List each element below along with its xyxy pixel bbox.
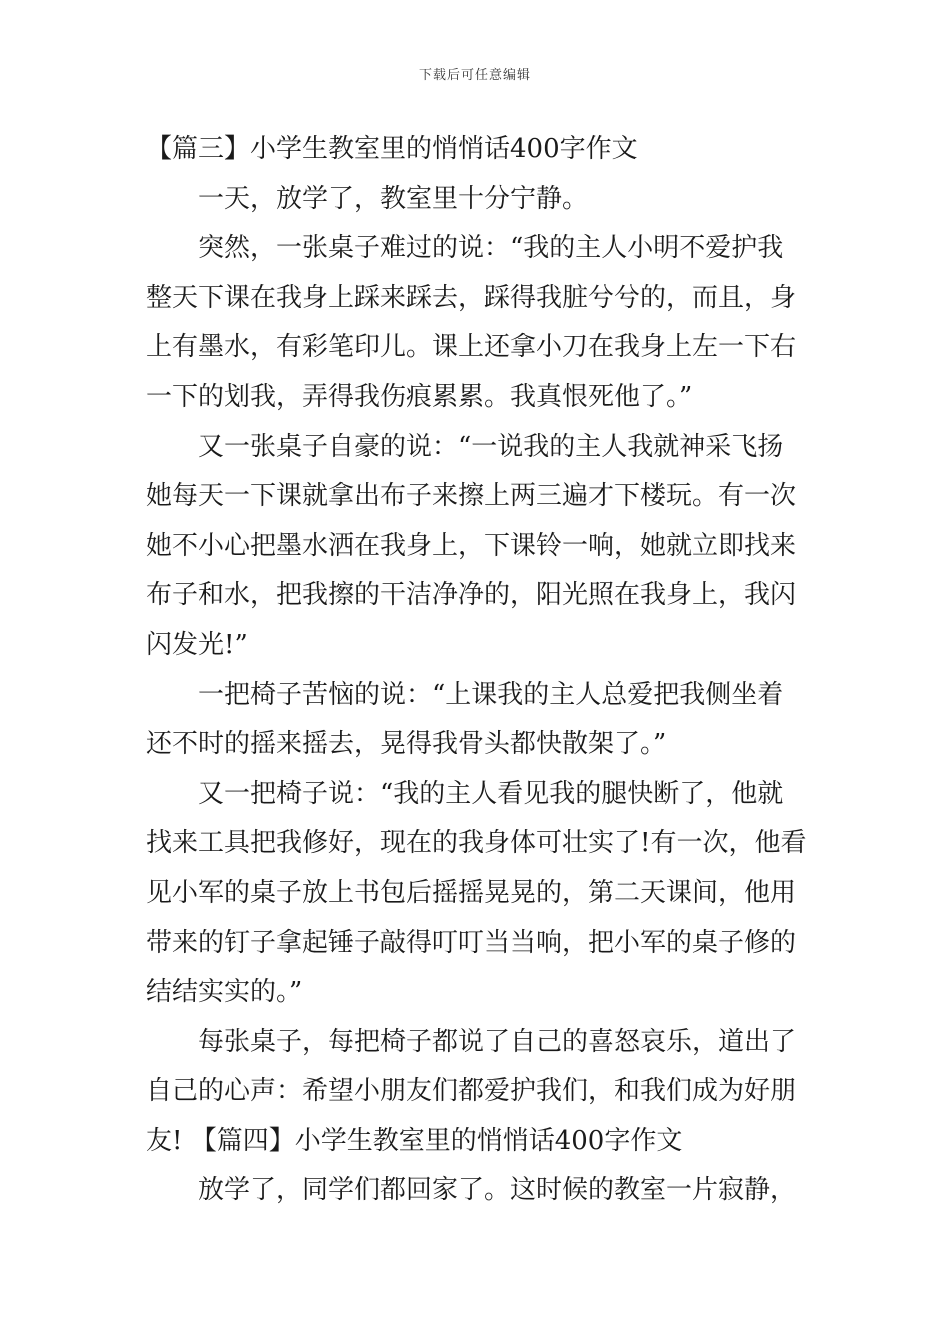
text-line: 结结实实的。” bbox=[146, 977, 303, 1008]
text-line: 上有墨水，有彩笔印儿。课上还拿小刀在我身上左一下右 bbox=[146, 332, 797, 363]
text-line: 一把椅子苦恼的说：“上课我的主人总爱把我侧坐着 bbox=[198, 679, 784, 710]
text-line: 整天下课在我身上踩来踩去，踩得我脏兮兮的，而且，身 bbox=[146, 282, 797, 313]
text-line: 自己的心声：希望小朋友们都爱护我们，和我们成为好朋 bbox=[146, 1076, 797, 1107]
section-title: 【篇三】小学生教室里的悄悄话400字作文 bbox=[146, 134, 638, 164]
text-line: 她每天一下课就拿出布子来擦上两三遍才下楼玩。有一次 bbox=[146, 481, 797, 512]
text-line: 闪发光!” bbox=[146, 629, 248, 660]
text-line: 又一张桌子自豪的说：“一说我的主人我就神采飞扬 bbox=[198, 431, 784, 462]
text-line: 又一把椅子说：“我的主人看见我的腿快断了，他就 bbox=[198, 778, 784, 809]
text-line: 突然，一张桌子难过的说：“我的主人小明不爱护我 bbox=[198, 233, 784, 264]
text-line: 放学了，同学们都回家了。这时候的教室一片寂静， bbox=[198, 1175, 797, 1206]
text-line: 一下的划我，弄得我伤痕累累。我真恨死他了。” bbox=[146, 381, 693, 412]
text-line: 友! 【篇四】小学生教室里的悄悄话400字作文 bbox=[146, 1125, 683, 1156]
text-line: 一天，放学了，教室里十分宁静。 bbox=[198, 183, 589, 214]
text-line: 每张桌子，每把椅子都说了自己的喜怒哀乐，道出了 bbox=[198, 1026, 797, 1057]
document-body bbox=[146, 125, 811, 1216]
text-line: 找来工具把我修好，现在的我身体可壮实了!有一次，他看 bbox=[146, 828, 807, 859]
text-line: 布子和水，把我擦的干洁净净的，阳光照在我身上，我闪 bbox=[146, 580, 797, 611]
text-line: 还不时的摇来摇去，晃得我骨头都快散架了。” bbox=[146, 729, 667, 760]
text-line: 她不小心把墨水洒在我身上，下课铃一响，她就立即找来 bbox=[146, 530, 797, 561]
text-line: 带来的钉子拿起锤子敲得叮叮当当响，把小军的桌子修的 bbox=[146, 927, 797, 958]
text-line: 见小军的桌子放上书包后摇摇晃晃的，第二天课间，他用 bbox=[146, 877, 797, 908]
page-header: 下载后可任意编辑 bbox=[418, 68, 531, 83]
